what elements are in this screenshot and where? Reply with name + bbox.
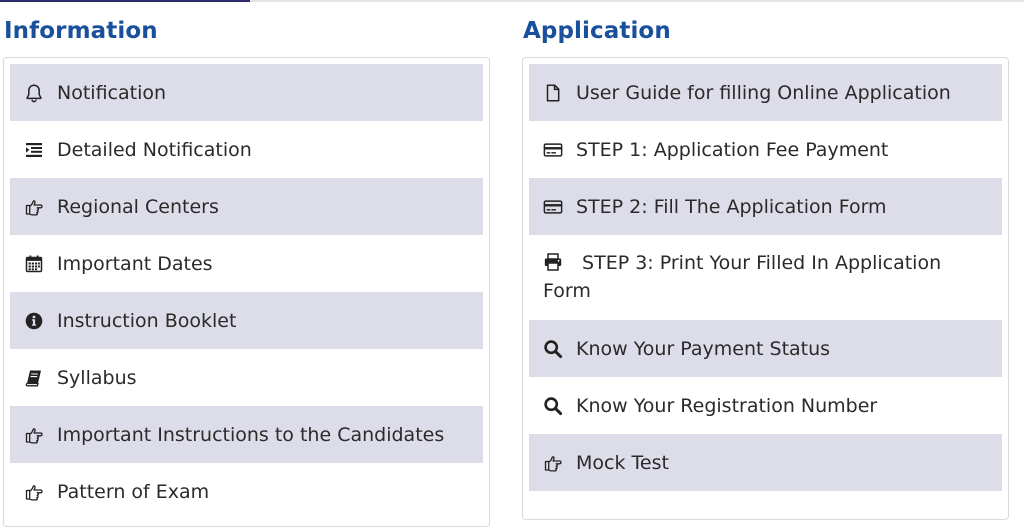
info-item-instruction-booklet[interactable] [10,292,483,349]
hand-point-right-icon [24,482,44,502]
application-heading: Application [523,18,671,44]
app-item-registration-number[interactable] [529,377,1002,434]
info-item-important-instructions[interactable] [10,406,483,463]
book-icon [24,368,44,388]
app-item-label: Mock Test [576,451,669,474]
info-item-label: Important Instructions to the Candidates [57,423,445,446]
indent-list-icon [24,140,44,160]
hand-point-right-icon [543,453,563,473]
info-item-label: Important Dates [57,252,213,275]
top-rule-accent [0,0,250,2]
credit-card-icon [543,197,563,217]
top-rule [0,0,1024,2]
information-heading: Information [4,18,158,44]
search-icon [543,396,563,416]
app-item-label: Know Your Payment Status [576,337,831,360]
hand-point-right-icon [24,197,44,217]
application-panel [522,57,1009,520]
app-item-label: User Guide for filling Online Application [576,81,951,104]
info-item-label: Notification [57,81,167,104]
application-list [529,64,1002,491]
information-list [10,64,483,520]
info-item-detailed-notification[interactable] [10,121,483,178]
bell-icon [24,83,44,103]
app-item-label: STEP 3: Print Your Filled In Application Form [543,252,942,302]
info-item-label: Regional Centers [57,195,219,218]
info-item-syllabus[interactable] [10,349,483,406]
file-icon [543,83,563,103]
hand-point-right-icon [24,425,44,445]
info-item-pattern-of-exam[interactable] [10,463,483,520]
app-item-label: STEP 1: Application Fee Payment [576,138,889,161]
info-item-regional-centers[interactable] [10,178,483,235]
search-icon [543,339,563,359]
app-item-label: STEP 2: Fill The Application Form [576,195,887,218]
printer-icon [543,252,563,272]
info-item-label: Syllabus [57,366,137,389]
app-item-step1-fee-payment[interactable] [529,121,1002,178]
info-item-label: Instruction Booklet [57,309,237,332]
app-item-label: Know Your Registration Number [576,394,878,417]
info-item-label: Detailed Notification [57,138,252,161]
info-item-label: Pattern of Exam [57,480,210,503]
app-item-user-guide[interactable] [529,64,1002,121]
credit-card-icon [543,140,563,160]
app-item-step2-fill-form[interactable] [529,178,1002,235]
info-item-notification[interactable] [10,64,483,121]
calendar-icon [24,254,44,274]
app-item-mock-test[interactable] [529,434,1002,491]
app-item-payment-status[interactable] [529,320,1002,377]
info-circle-icon [24,311,44,331]
app-item-step3-print-form[interactable] [529,235,1002,320]
information-panel [3,57,490,527]
info-item-important-dates[interactable] [10,235,483,292]
